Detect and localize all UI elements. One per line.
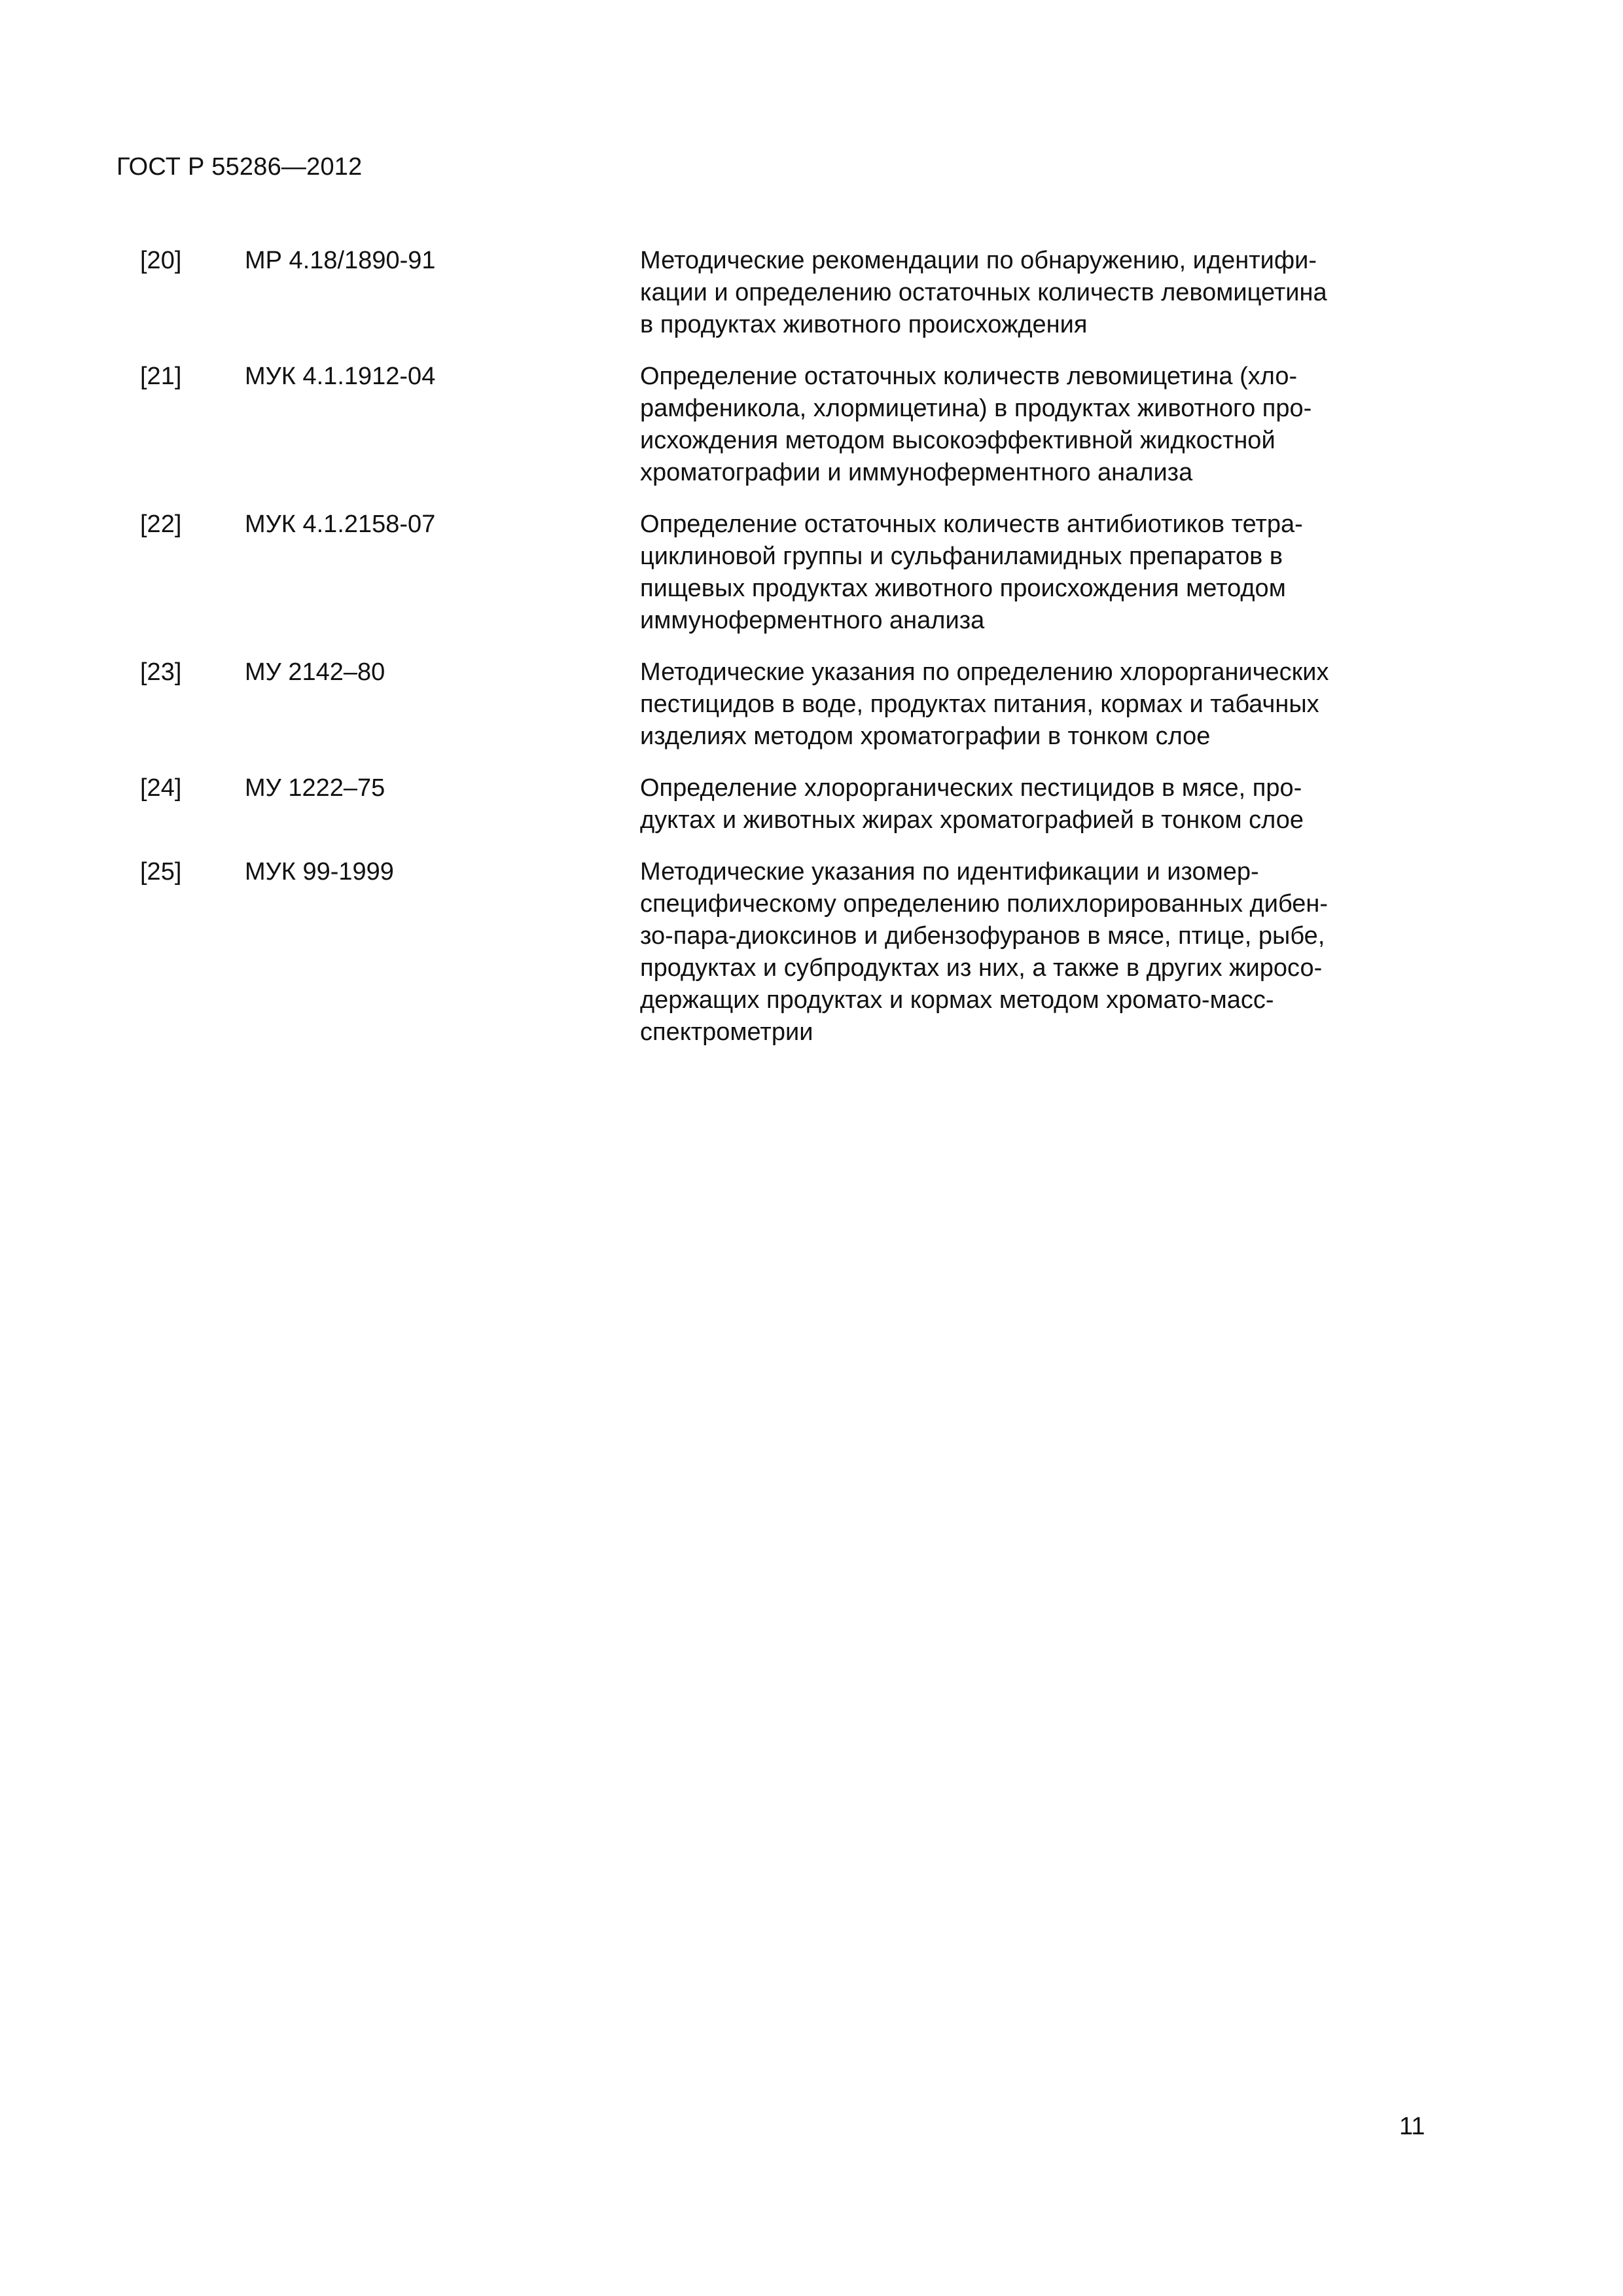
reference-code: МР 4.18/1890-91: [245, 247, 436, 274]
reference-code: МУК 4.1.2158-07: [245, 511, 436, 538]
reference-title: Методические указания по идентификации и изомер- специфическому определению полихлорированных дибен- зо-пара-диоксинов и дибензофуранов в мясе, птице, рыбе, продуктах и субпродуктах из них, а также в других жиросо- держащих продуктах и кормах методом хромато-масс- спектрометрии: [640, 858, 1329, 1046]
reference-title: Определение хлорорганических пестицидов в мясе, про- дуктах и животных жирах хроматографией в тонком слое: [640, 774, 1304, 834]
document-header: ГОСТ Р 55286—2012: [116, 153, 363, 181]
reference-number: [22]: [140, 511, 182, 538]
reference-entry-20: [0, 245, 1623, 341]
reference-title: Определение остаточных количеств антибиотиков тетра- циклиновой группы и сульфаниламидных препаратов в пищевых продуктах животного происхождения методом иммуноферментного анализа: [640, 511, 1303, 634]
reference-list: [0, 245, 1623, 1068]
page-number: 11: [1399, 2113, 1425, 2140]
reference-title: Методические рекомендации по обнаружению, идентифи- кации и определению остаточных количеств левомицетина в продуктах животного происхождения: [640, 247, 1327, 338]
reference-entry-21: [0, 361, 1623, 489]
reference-entry-24: [0, 772, 1623, 836]
reference-number: [23]: [140, 658, 182, 686]
reference-title: Методические указания по определению хлорорганических пестицидов в воде, продуктах питания, кормах и табачных изделиях методом хроматографии в тонком слое: [640, 658, 1329, 750]
reference-code: МУ 1222–75: [245, 774, 385, 802]
reference-title: Определение остаточных количеств левомицетина (хло- рамфеникола, хлормицетина) в продуктах животного про- исхождения методом высокоэффективной жидкостной хроматографии и иммуноферментного анализа: [640, 363, 1312, 486]
reference-number: [25]: [140, 858, 182, 886]
reference-number: [21]: [140, 363, 182, 390]
reference-entry-23: [0, 656, 1623, 753]
reference-number: [20]: [140, 247, 182, 274]
reference-code: МУК 99-1999: [245, 858, 394, 886]
reference-entry-22: [0, 509, 1623, 637]
reference-code: МУ 2142–80: [245, 658, 385, 686]
reference-entry-25: [0, 856, 1623, 1049]
reference-code: МУК 4.1.1912-04: [245, 363, 436, 390]
reference-number: [24]: [140, 774, 182, 802]
